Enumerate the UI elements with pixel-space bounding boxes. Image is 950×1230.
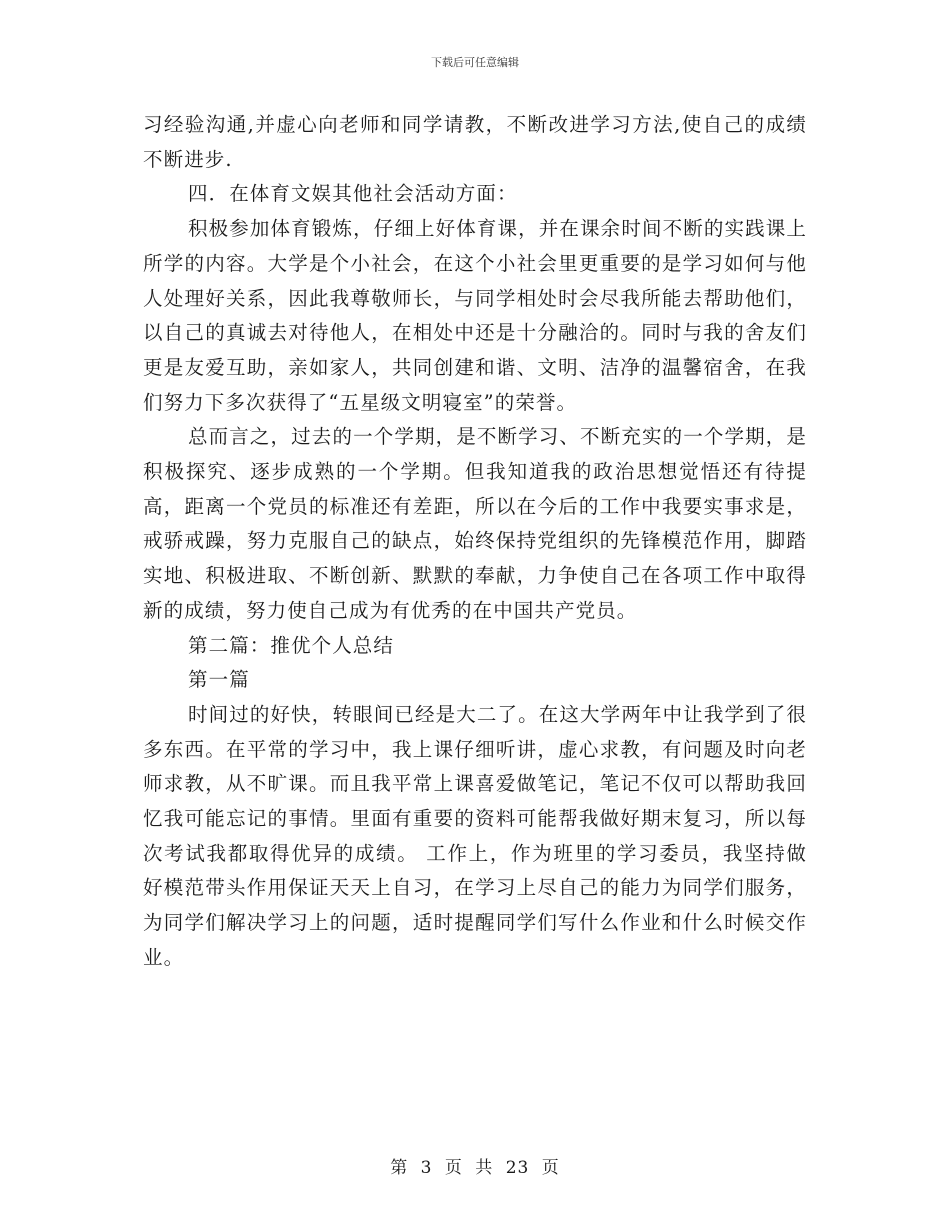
- section-heading-sports: 四．在体育文娱其他社会活动方面：: [188, 182, 518, 206]
- document-body: [143, 108, 807, 976]
- page-header: 下载后可任意编辑: [431, 56, 519, 69]
- chapter-heading: 第二篇：推优个人总结: [188, 633, 395, 657]
- sub-heading: 第一篇: [188, 668, 250, 692]
- paragraph-conclusion: 总而言之，过去的一个学期，是不断学习、不断充实的一个学期，是积极探究、逐步成熟的一个学期。但我知道我的政治思想觉悟还有待提高，距离一个党员的标准还有差距，所以在今后的工作中我要实事求是，戒骄戒躁，努力克服自己的缺点，始终保持党组织的先锋模范作用，脚踏实地、积极进取、不断创新、默默的奉献，力争使自己在各项工作中取得新的成绩，努力使自己成为有优秀的在中国共产党员。: [143, 425, 807, 622]
- paragraph-continuation: 习经验沟通,并虚心向老师和同学请教，不断改进学习方法,使自己的成绩不断进步.: [143, 113, 807, 171]
- paragraph-sports: 积极参加体育锻炼，仔细上好体育课，并在课余时间不断的实践课上所学的内容。大学是个小社会，在这个小社会里更重要的是学习如何与他人处理好关系，因此我尊敬师长，与同学相处时会尽我所能去帮助他们，以自己的真诚去对待他人，在相处中还是十分融洽的。同时与我的舍友们更是友爱互助，亲如家人，共同创建和谐、文明、洁净的温馨宿舍，在我们努力下多次获得了“五星级文明寝室”的荣誉。: [143, 217, 807, 414]
- page-footer: 第 3 页 共 23 页: [390, 1158, 560, 1178]
- paragraph-study: 时间过的好快，转眼间已经是大二了。在这大学两年中让我学到了很多东西。在平常的学习中，我上课仔细听讲，虚心求教，有问题及时向老师求教，从不旷课。而且我平常上课喜爱做笔记，笔记不仅可以帮助我回忆我可能忘记的事情。里面有重要的资料可能帮我做好期末复习，所以每次考试我都取得优异的成绩。 工作上，作为班里的学习委员，我坚持做好模范带头作用保证天天上自习，在学习上尽自己的能力为同学们服务，为同学们解决学习上的问题，适时提醒同学们写什么作业和什么时候交作业。: [143, 702, 807, 969]
